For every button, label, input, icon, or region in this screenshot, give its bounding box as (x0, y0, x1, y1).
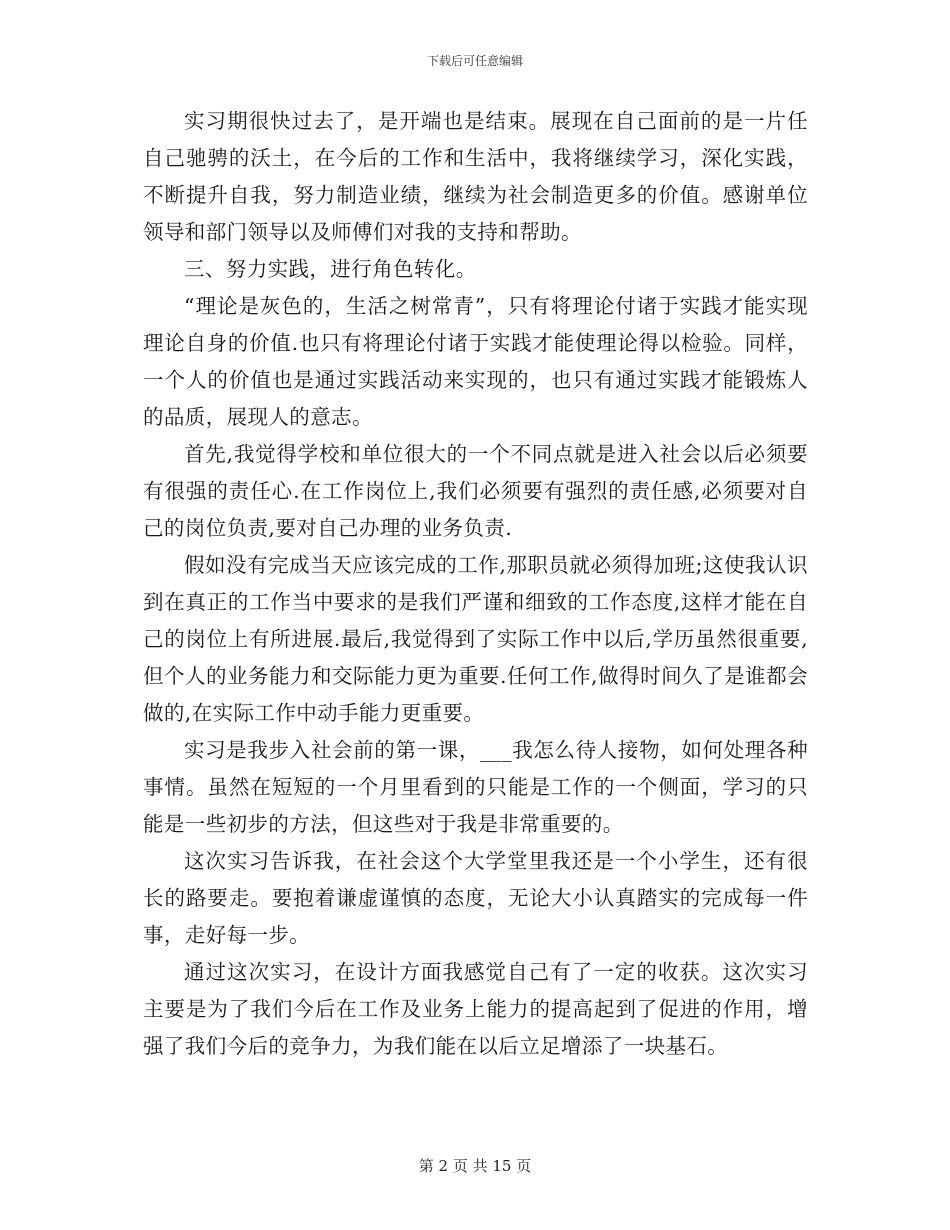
paragraph: 首先,我觉得学校和单位很大的一个不同点就是进入社会以后必须要有很强的责任心.在工作岗位上,我们必须要有强烈的责任感,必须要对自己的岗位负责,要对自己办理的业务负责. (143, 442, 808, 540)
paragraph: 实习期很快过去了，是开端也是结束。展现在自己面前的是一片任自己驰骋的沃土，在今后的工作和生活中，我将继续学习，深化实践，不断提升自我，努力制造业绩，继续为社会制造更多的价值。感谢单位领导和部门领导以及师傅们对我的支持和帮助。 (143, 109, 808, 244)
document-body (143, 103, 808, 1065)
page-number: 第 2 页 共 15 页 (418, 1157, 532, 1175)
paragraph: “理论是灰色的，生活之树常青”，只有将理论付诸于实践才能实现理论自身的价值.也只有将理论付诸于实践才能使理论得以检验。同样，一个人的价值也是通过实践活动来实现的，也只有通过实践才能锻炼人的品质，展现人的意志。 (143, 294, 808, 429)
page-header: 下载后可任意编辑 (426, 54, 523, 68)
paragraph: 通过这次实习，在设计方面我感觉自己有了一定的收获。这次实习主要是为了我们今后在工作及业务上能力的提高起到了促进的作用，增强了我们今后的竞争力，为我们能在以后立足增添了一块基石。 (143, 960, 808, 1058)
section-heading: 三、努力实践，进行角色转化。 (184, 257, 477, 281)
paragraph: 假如没有完成当天应该完成的工作,那职员就必须得加班;这使我认识到在真正的工作当中要求的是我们严谨和细致的工作态度,这样才能在自己的岗位上有所进展.最后,我觉得到了实际工作中以后,学历虽然很重要,但个人的业务能力和交际能力更为重要.任何工作,做得时间久了是谁都会做的,在实际工作中动手能力更重要。 (143, 553, 808, 725)
paragraph: 实习是我步入社会前的第一课，___我怎么待人接物，如何处理各种事情。虽然在短短的一个月里看到的只能是工作的一个侧面，学习的只能是一些初步的方法，但这些对于我是非常重要的。 (143, 738, 808, 836)
paragraph: 这次实习告诉我，在社会这个大学堂里我还是一个小学生，还有很长的路要走。要抱着谦虚谨慎的态度，无论大小认真踏实的完成每一件事，走好每一步。 (143, 849, 808, 947)
